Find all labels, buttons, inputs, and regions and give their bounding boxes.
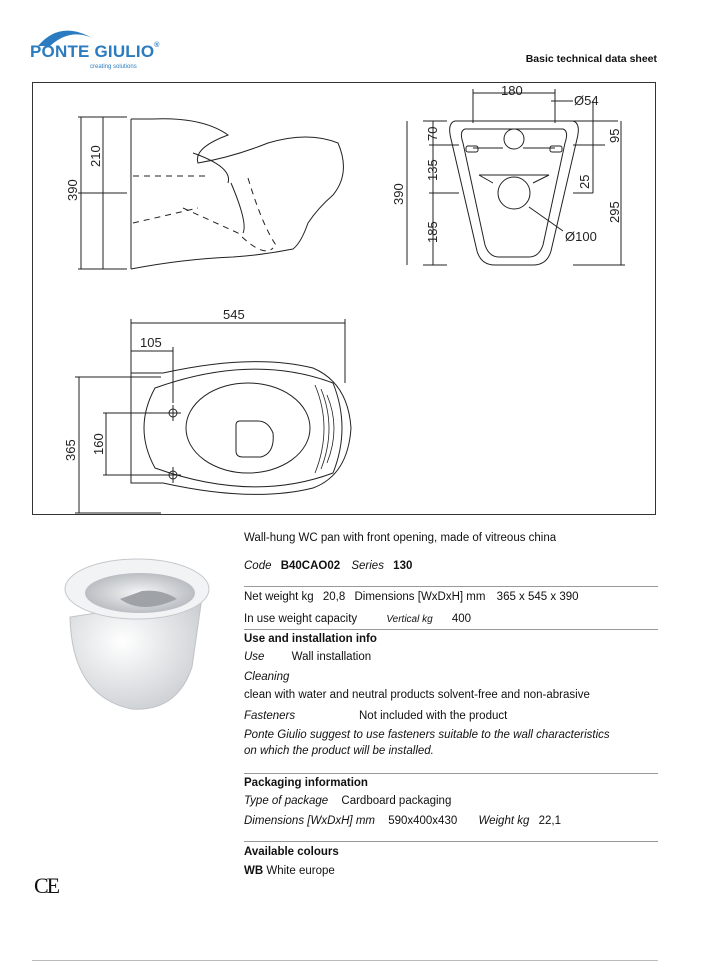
fasteners-row (244, 710, 508, 722)
use-value: Wall installation (291, 651, 372, 663)
use-row (244, 651, 371, 663)
package-type-row (244, 795, 451, 807)
sheet-title: Basic technical data sheet (525, 53, 657, 65)
colour-item (244, 865, 335, 877)
fastener-note-1: Ponte Giulio suggest to use fasteners suitable to the wall characteristics (244, 729, 610, 741)
package-weight-value: 22,1 (538, 815, 561, 827)
dim-plan-fix: 160 (91, 433, 106, 455)
brand-name: PONTE GIULIO® (30, 42, 160, 61)
use-heading: Use and installation info (244, 633, 377, 645)
technical-drawing (32, 82, 656, 515)
net-weight-value: 20,8 (322, 591, 346, 603)
footer-divider (32, 960, 658, 961)
dim-plan-width: 365 (63, 439, 78, 461)
colours-heading: Available colours (244, 846, 339, 858)
fasteners-label: Fasteners (244, 710, 296, 722)
package-dims-label: Dimensions [WxDxH] mm (244, 815, 375, 827)
package-type-value: Cardboard packaging (341, 795, 452, 807)
dim-front-right-mid: 25 (577, 174, 592, 189)
divider (244, 586, 658, 587)
dim-front-mid: 135 (425, 159, 440, 181)
divider (244, 841, 658, 842)
dim-front-drain: Ø100 (565, 229, 597, 244)
dim-front-height: 390 (391, 183, 406, 205)
package-weight-label: Weight kg (478, 815, 530, 827)
packaging-heading: Packaging information (244, 777, 368, 789)
code-row (244, 560, 412, 572)
capacity-value: 400 (451, 613, 472, 625)
dim-plan-length: 545 (223, 307, 245, 322)
dim-front-width: 180 (501, 83, 523, 98)
capacity-type: Vertical kg (386, 614, 433, 625)
code-label: Code (244, 560, 272, 572)
product-description: Wall-hung WC pan with front opening, made of vitreous china (244, 532, 557, 544)
dim-front-top: 70 (425, 126, 440, 141)
dimensions-label: Dimensions [WxDxH] mm (354, 591, 486, 603)
ce-mark-icon: CE (34, 873, 59, 898)
colour-code: WB (244, 865, 264, 877)
fasteners-value: Not included with the product (359, 710, 508, 722)
net-weight-label: Net weight kg (244, 591, 314, 603)
dim-front-right-top: 95 (607, 128, 622, 143)
fastener-note-2: on which the product will be installed. (244, 745, 434, 757)
dim-plan-offset: 105 (140, 335, 162, 350)
series-value: 130 (393, 560, 413, 572)
capacity-label: In use weight capacity (244, 613, 358, 625)
dim-front-right-total: 295 (607, 201, 622, 223)
weight-row (244, 591, 579, 603)
product-photo (32, 527, 232, 727)
series-label: Series (351, 560, 384, 572)
brand-tagline: creating solutions (90, 64, 137, 70)
dim-front-outlet: Ø54 (574, 93, 599, 108)
use-label: Use (244, 651, 265, 663)
side-view (78, 117, 343, 269)
dimensions-value: 365 x 545 x 390 (496, 591, 579, 603)
divider (244, 773, 658, 774)
divider (244, 629, 658, 630)
package-type-label: Type of package (244, 795, 329, 807)
package-dims-row (244, 815, 561, 827)
plan-view (75, 319, 351, 513)
brand-logo (30, 24, 160, 72)
capacity-row (244, 613, 471, 625)
package-dims-value: 590x400x430 (388, 815, 458, 827)
cleaning-value: clean with water and neutral products solvent-free and non-abrasive (244, 689, 590, 701)
dim-side-upper: 210 (88, 145, 103, 167)
cleaning-label: Cleaning (244, 671, 290, 683)
colour-name: White europe (266, 865, 335, 877)
dim-side-height: 390 (65, 179, 80, 201)
product-code: B40CAO02 (280, 560, 341, 572)
dim-front-bottom: 185 (425, 221, 440, 243)
